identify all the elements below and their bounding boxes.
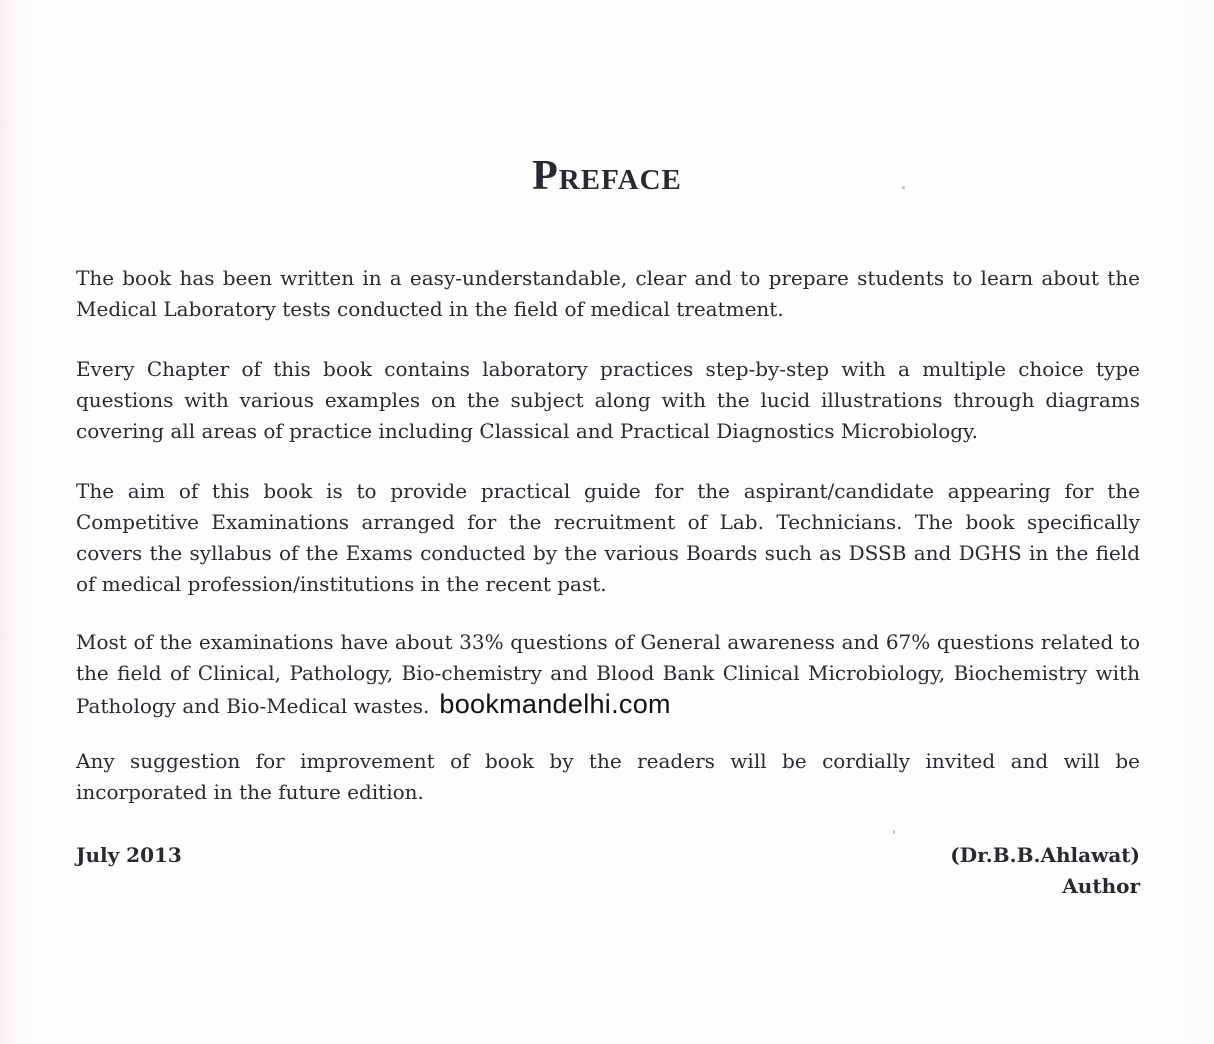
author-role: Author (1062, 874, 1140, 898)
paragraph-aim: The aim of this book is to provide practical guide for the aspirant/candidate appearing for the Competitive Examinations arranged for the recruitment of Lab. Technicians. The book specifically covers the syllabus of the Exams conducted by the various Boards such as DSSB and DGHS in the field of medical profession/institutions in the recent past. (76, 479, 1140, 596)
paragraph-suggestions: Any suggestion for improvement of book by the readers will be cordially invited and will be incorporated in the future edition. (76, 749, 1140, 804)
author-name: (Dr.B.B.Ahlawat) (950, 843, 1140, 867)
paragraph-examinations (76, 627, 1140, 722)
paper-speck (893, 830, 895, 834)
paragraph-examinations-text: Most of the examinations have about 33% questions of General awareness and 67% questions related to the field of Clinical, Pathology, Bio-chemistry and Blood Bank Clinical Microbiology, Biochemistry with Pathology and Bio-Medical wastes. (76, 630, 1140, 718)
paragraph-intro: The book has been written in a easy-understandable, clear and to prepare students to learn about the Medical Laboratory tests conducted in the field of medical treatment. (76, 266, 1140, 321)
watermark-text: bookmandelhi.com (439, 689, 671, 719)
preface-date: July 2013 (76, 843, 182, 867)
paper-speck (902, 186, 905, 189)
paragraph-chapters: Every Chapter of this book contains laboratory practices step-by-step with a multiple choice type questions with various examples on the subject along with the lucid illustrations through diagrams covering all areas of practice including Classical and Practical Diagnostics Microbiology. (76, 357, 1140, 443)
page-title: Preface (532, 153, 682, 199)
author-signature (950, 840, 1140, 902)
